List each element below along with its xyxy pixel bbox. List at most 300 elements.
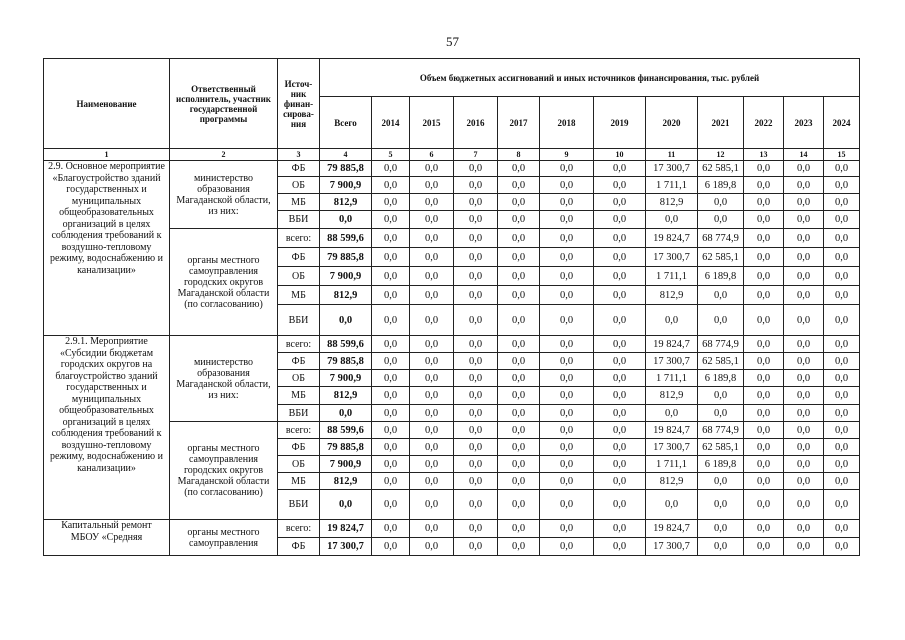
year-value-cell: 0,0 (784, 473, 824, 490)
year-value-cell: 0,0 (410, 405, 454, 422)
year-value-cell: 1 711,1 (646, 370, 698, 387)
header-year: 2019 (594, 97, 646, 149)
year-value-cell: 0,0 (454, 194, 498, 211)
total-cell: 0,0 (320, 211, 372, 229)
year-value-cell: 0,0 (498, 211, 540, 229)
column-number: 5 (372, 149, 410, 161)
year-value-cell: 0,0 (594, 473, 646, 490)
total-cell: 17 300,7 (320, 538, 372, 556)
column-number: 10 (594, 149, 646, 161)
column-number: 6 (410, 149, 454, 161)
executor-cell: министерство образования Магаданской области, из них: (170, 161, 278, 229)
total-cell: 812,9 (320, 387, 372, 405)
year-value-cell: 0,0 (594, 305, 646, 336)
executor-cell: министерство образования Магаданской области, из них: (170, 336, 278, 422)
year-value-cell: 0,0 (824, 194, 860, 211)
year-value-cell: 0,0 (594, 161, 646, 177)
year-value-cell: 0,0 (594, 229, 646, 248)
year-value-cell: 0,0 (744, 229, 784, 248)
year-value-cell: 0,0 (498, 422, 540, 439)
year-value-cell: 0,0 (454, 422, 498, 439)
source-cell: ФБ (278, 353, 320, 370)
year-value-cell: 0,0 (498, 490, 540, 520)
year-value-cell: 0,0 (410, 538, 454, 556)
year-value-cell: 0,0 (410, 520, 454, 538)
year-value-cell: 0,0 (784, 211, 824, 229)
year-value-cell: 0,0 (410, 177, 454, 194)
column-number: 4 (320, 149, 372, 161)
table-row (44, 336, 860, 353)
year-value-cell: 0,0 (498, 405, 540, 422)
year-value-cell: 0,0 (784, 194, 824, 211)
year-value-cell: 0,0 (410, 387, 454, 405)
activity-name: 2.9.1. Мероприятие «Субсидии бюджетам городских округов на благоустройство зданий государственных и муниципальных общеобразовательных организаций в целях соблюдения требований к воздушно-тепловому режиму, водоснабжению и канализации» (44, 336, 170, 520)
year-value-cell: 0,0 (824, 387, 860, 405)
total-cell: 88 599,6 (320, 229, 372, 248)
year-value-cell: 0,0 (784, 370, 824, 387)
source-cell: ОБ (278, 177, 320, 194)
year-value-cell: 0,0 (454, 387, 498, 405)
year-value-cell: 6 189,8 (698, 456, 744, 473)
total-cell: 88 599,6 (320, 336, 372, 353)
year-value-cell: 0,0 (824, 248, 860, 267)
year-value-cell: 0,0 (824, 520, 860, 538)
year-value-cell: 0,0 (372, 267, 410, 286)
year-value-cell: 0,0 (498, 538, 540, 556)
year-value-cell: 0,0 (784, 353, 824, 370)
year-value-cell: 0,0 (784, 538, 824, 556)
year-value-cell: 0,0 (744, 305, 784, 336)
total-cell: 7 900,9 (320, 456, 372, 473)
year-value-cell: 19 824,7 (646, 520, 698, 538)
year-value-cell: 0,0 (784, 520, 824, 538)
header-year: 2020 (646, 97, 698, 149)
header-year: 2015 (410, 97, 454, 149)
year-value-cell: 0,0 (540, 490, 594, 520)
year-value-cell: 0,0 (824, 305, 860, 336)
column-number: 11 (646, 149, 698, 161)
year-value-cell: 0,0 (410, 422, 454, 439)
year-value-cell: 0,0 (372, 336, 410, 353)
year-value-cell: 0,0 (454, 267, 498, 286)
year-value-cell: 0,0 (744, 387, 784, 405)
source-cell: ВБИ (278, 305, 320, 336)
year-value-cell: 0,0 (784, 439, 824, 456)
year-value-cell: 0,0 (744, 439, 784, 456)
year-value-cell: 0,0 (372, 422, 410, 439)
executor-cell: органы местного самоуправления городских округов Магаданской области (по согласованию) (170, 229, 278, 336)
year-value-cell: 0,0 (824, 286, 860, 305)
year-value-cell: 0,0 (540, 439, 594, 456)
year-value-cell: 0,0 (454, 336, 498, 353)
year-value-cell: 17 300,7 (646, 161, 698, 177)
header-year: 2017 (498, 97, 540, 149)
source-cell: МБ (278, 473, 320, 490)
year-value-cell: 0,0 (410, 370, 454, 387)
header-name: Наименование (44, 59, 170, 149)
year-value-cell: 0,0 (594, 439, 646, 456)
year-value-cell: 0,0 (744, 248, 784, 267)
year-value-cell: 0,0 (410, 161, 454, 177)
year-value-cell: 0,0 (744, 161, 784, 177)
year-value-cell: 0,0 (410, 490, 454, 520)
year-value-cell: 0,0 (410, 336, 454, 353)
header-funding: Объем бюджетных ассигнований и иных источников финансирования, тыс. рублей (320, 59, 860, 97)
year-value-cell: 0,0 (824, 370, 860, 387)
year-value-cell: 0,0 (744, 538, 784, 556)
year-value-cell: 0,0 (410, 353, 454, 370)
year-value-cell: 0,0 (498, 520, 540, 538)
year-value-cell: 0,0 (594, 456, 646, 473)
year-value-cell: 17 300,7 (646, 353, 698, 370)
year-value-cell: 0,0 (824, 177, 860, 194)
year-value-cell: 0,0 (824, 422, 860, 439)
year-value-cell: 0,0 (698, 387, 744, 405)
year-value-cell: 0,0 (698, 520, 744, 538)
budget-table-container (43, 58, 860, 556)
year-value-cell: 0,0 (744, 211, 784, 229)
total-cell: 79 885,8 (320, 161, 372, 177)
year-value-cell: 0,0 (744, 473, 784, 490)
year-value-cell: 0,0 (594, 520, 646, 538)
year-value-cell: 0,0 (454, 370, 498, 387)
year-value-cell: 0,0 (410, 267, 454, 286)
year-value-cell: 0,0 (372, 286, 410, 305)
year-value-cell: 0,0 (454, 538, 498, 556)
year-value-cell: 19 824,7 (646, 336, 698, 353)
year-value-cell: 0,0 (540, 161, 594, 177)
year-value-cell: 0,0 (372, 370, 410, 387)
year-value-cell: 0,0 (594, 248, 646, 267)
year-value-cell: 1 711,1 (646, 456, 698, 473)
executor-cell: органы местного самоуправления городских округов Магаданской области (по согласованию) (170, 422, 278, 520)
year-value-cell: 0,0 (454, 248, 498, 267)
header-year: 2016 (454, 97, 498, 149)
column-number: 2 (170, 149, 278, 161)
year-value-cell: 0,0 (372, 439, 410, 456)
year-value-cell: 0,0 (498, 267, 540, 286)
year-value-cell: 0,0 (698, 405, 744, 422)
year-value-cell: 0,0 (454, 456, 498, 473)
year-value-cell: 0,0 (540, 405, 594, 422)
year-value-cell: 0,0 (744, 490, 784, 520)
executor-cell: органы местного самоуправления (170, 520, 278, 556)
year-value-cell: 0,0 (824, 267, 860, 286)
source-cell: ФБ (278, 248, 320, 267)
year-value-cell: 0,0 (646, 405, 698, 422)
year-value-cell: 0,0 (410, 248, 454, 267)
year-value-cell: 0,0 (744, 405, 784, 422)
year-value-cell: 0,0 (784, 248, 824, 267)
year-value-cell: 0,0 (594, 267, 646, 286)
year-value-cell: 812,9 (646, 473, 698, 490)
header-source: Источ-ник финан-сирова-ния (278, 59, 320, 149)
year-value-cell: 0,0 (784, 490, 824, 520)
year-value-cell: 0,0 (784, 456, 824, 473)
column-number-row (44, 149, 860, 161)
year-value-cell: 0,0 (454, 305, 498, 336)
total-cell: 79 885,8 (320, 353, 372, 370)
year-value-cell: 0,0 (454, 161, 498, 177)
year-value-cell: 19 824,7 (646, 229, 698, 248)
year-value-cell: 0,0 (372, 538, 410, 556)
year-value-cell: 0,0 (454, 439, 498, 456)
year-value-cell: 0,0 (824, 439, 860, 456)
year-value-cell: 0,0 (454, 473, 498, 490)
year-value-cell: 0,0 (372, 161, 410, 177)
year-value-cell: 0,0 (498, 353, 540, 370)
year-value-cell: 6 189,8 (698, 267, 744, 286)
total-cell: 79 885,8 (320, 439, 372, 456)
budget-table (43, 58, 860, 556)
total-cell: 812,9 (320, 194, 372, 211)
year-value-cell: 0,0 (498, 473, 540, 490)
year-value-cell: 812,9 (646, 387, 698, 405)
source-cell: МБ (278, 387, 320, 405)
year-value-cell: 0,0 (594, 370, 646, 387)
year-value-cell: 0,0 (372, 490, 410, 520)
year-value-cell: 0,0 (454, 520, 498, 538)
year-value-cell: 68 774,9 (698, 422, 744, 439)
column-number: 7 (454, 149, 498, 161)
activity-name: Капитальный ремонт МБОУ «Средняя (44, 520, 170, 556)
source-cell: МБ (278, 286, 320, 305)
year-value-cell: 0,0 (540, 194, 594, 211)
year-value-cell: 0,0 (410, 456, 454, 473)
year-value-cell: 0,0 (454, 211, 498, 229)
year-value-cell: 0,0 (454, 286, 498, 305)
year-value-cell: 0,0 (454, 490, 498, 520)
year-value-cell: 0,0 (498, 456, 540, 473)
year-value-cell: 812,9 (646, 286, 698, 305)
year-value-cell: 0,0 (784, 305, 824, 336)
year-value-cell: 0,0 (824, 229, 860, 248)
year-value-cell: 0,0 (744, 422, 784, 439)
year-value-cell: 0,0 (698, 473, 744, 490)
year-value-cell: 0,0 (744, 286, 784, 305)
year-value-cell: 0,0 (540, 229, 594, 248)
year-value-cell: 0,0 (540, 267, 594, 286)
year-value-cell: 0,0 (498, 336, 540, 353)
year-value-cell: 0,0 (594, 211, 646, 229)
source-cell: ФБ (278, 439, 320, 456)
year-value-cell: 0,0 (744, 353, 784, 370)
year-value-cell: 0,0 (784, 422, 824, 439)
year-value-cell: 0,0 (372, 353, 410, 370)
year-value-cell: 0,0 (372, 473, 410, 490)
year-value-cell: 0,0 (454, 177, 498, 194)
year-value-cell: 0,0 (540, 520, 594, 538)
year-value-cell: 62 585,1 (698, 248, 744, 267)
year-value-cell: 0,0 (372, 387, 410, 405)
total-cell: 79 885,8 (320, 248, 372, 267)
header-year: 2022 (744, 97, 784, 149)
total-cell: 0,0 (320, 405, 372, 422)
column-number: 14 (784, 149, 824, 161)
total-cell: 812,9 (320, 473, 372, 490)
year-value-cell: 0,0 (498, 286, 540, 305)
year-value-cell: 0,0 (698, 490, 744, 520)
year-value-cell: 0,0 (372, 229, 410, 248)
year-value-cell: 68 774,9 (698, 229, 744, 248)
table-body (44, 161, 860, 556)
year-value-cell: 62 585,1 (698, 439, 744, 456)
year-value-cell: 0,0 (410, 286, 454, 305)
year-value-cell: 0,0 (540, 305, 594, 336)
year-value-cell: 0,0 (594, 387, 646, 405)
year-value-cell: 0,0 (540, 336, 594, 353)
year-value-cell: 0,0 (594, 286, 646, 305)
table-row (44, 520, 860, 538)
header-year: 2018 (540, 97, 594, 149)
year-value-cell: 0,0 (498, 161, 540, 177)
year-value-cell: 0,0 (372, 177, 410, 194)
year-value-cell: 0,0 (540, 422, 594, 439)
total-cell: 19 824,7 (320, 520, 372, 538)
year-value-cell: 0,0 (540, 473, 594, 490)
year-value-cell: 0,0 (698, 194, 744, 211)
column-number: 12 (698, 149, 744, 161)
year-value-cell: 0,0 (594, 194, 646, 211)
year-value-cell: 62 585,1 (698, 353, 744, 370)
year-value-cell: 1 711,1 (646, 267, 698, 286)
year-value-cell: 0,0 (540, 177, 594, 194)
table-row (44, 161, 860, 177)
year-value-cell: 17 300,7 (646, 439, 698, 456)
year-value-cell: 0,0 (824, 353, 860, 370)
year-value-cell: 0,0 (784, 286, 824, 305)
year-value-cell: 0,0 (646, 211, 698, 229)
source-cell: ВБИ (278, 405, 320, 422)
total-cell: 7 900,9 (320, 267, 372, 286)
year-value-cell: 0,0 (744, 520, 784, 538)
year-value-cell: 0,0 (498, 305, 540, 336)
column-number: 8 (498, 149, 540, 161)
year-value-cell: 0,0 (744, 267, 784, 286)
source-cell: всего: (278, 422, 320, 439)
year-value-cell: 0,0 (698, 211, 744, 229)
header-year: 2024 (824, 97, 860, 149)
year-value-cell: 0,0 (540, 370, 594, 387)
year-value-cell: 0,0 (540, 248, 594, 267)
total-cell: 0,0 (320, 490, 372, 520)
year-value-cell: 0,0 (454, 405, 498, 422)
year-value-cell: 0,0 (594, 490, 646, 520)
source-cell: МБ (278, 194, 320, 211)
header-total: Всего (320, 97, 372, 149)
year-value-cell: 0,0 (498, 370, 540, 387)
year-value-cell: 19 824,7 (646, 422, 698, 439)
year-value-cell: 0,0 (454, 353, 498, 370)
year-value-cell: 0,0 (410, 194, 454, 211)
year-value-cell: 0,0 (594, 353, 646, 370)
year-value-cell: 0,0 (594, 336, 646, 353)
header-year: 2023 (784, 97, 824, 149)
year-value-cell: 0,0 (498, 229, 540, 248)
year-value-cell: 0,0 (498, 177, 540, 194)
year-value-cell: 0,0 (784, 267, 824, 286)
source-cell: ОБ (278, 456, 320, 473)
year-value-cell: 62 585,1 (698, 161, 744, 177)
year-value-cell: 0,0 (744, 370, 784, 387)
year-value-cell: 0,0 (744, 456, 784, 473)
year-value-cell: 1 711,1 (646, 177, 698, 194)
year-value-cell: 0,0 (698, 286, 744, 305)
header-year: 2021 (698, 97, 744, 149)
year-value-cell: 0,0 (646, 490, 698, 520)
source-cell: ОБ (278, 370, 320, 387)
year-value-cell: 0,0 (540, 211, 594, 229)
year-value-cell: 6 189,8 (698, 177, 744, 194)
source-cell: ФБ (278, 538, 320, 556)
year-value-cell: 0,0 (646, 305, 698, 336)
year-value-cell: 0,0 (824, 456, 860, 473)
year-value-cell: 0,0 (410, 473, 454, 490)
year-value-cell: 0,0 (744, 194, 784, 211)
year-value-cell: 0,0 (540, 286, 594, 305)
year-value-cell: 0,0 (784, 387, 824, 405)
year-value-cell: 17 300,7 (646, 538, 698, 556)
total-cell: 0,0 (320, 305, 372, 336)
total-cell: 88 599,6 (320, 422, 372, 439)
year-value-cell: 0,0 (698, 538, 744, 556)
year-value-cell: 0,0 (698, 305, 744, 336)
year-value-cell: 0,0 (498, 194, 540, 211)
year-value-cell: 0,0 (784, 161, 824, 177)
year-value-cell: 0,0 (540, 538, 594, 556)
activity-name: 2.9. Основное мероприятие «Благоустройство зданий государственных и муниципальных общеобразовательных организаций в целях соблюдения требований к воздушно-тепловому режиму, водоснабжению и канализации» (44, 161, 170, 336)
year-value-cell: 0,0 (540, 353, 594, 370)
year-value-cell: 17 300,7 (646, 248, 698, 267)
year-value-cell: 68 774,9 (698, 336, 744, 353)
year-value-cell: 0,0 (454, 229, 498, 248)
year-value-cell: 0,0 (410, 305, 454, 336)
year-value-cell: 0,0 (824, 490, 860, 520)
year-value-cell: 0,0 (372, 456, 410, 473)
source-cell: ВБИ (278, 490, 320, 520)
year-value-cell: 0,0 (498, 248, 540, 267)
total-cell: 812,9 (320, 286, 372, 305)
source-cell: ФБ (278, 161, 320, 177)
header-executor: Ответственный исполнитель, участник государственной программы (170, 59, 278, 149)
year-value-cell: 6 189,8 (698, 370, 744, 387)
year-value-cell: 0,0 (410, 211, 454, 229)
year-value-cell: 0,0 (824, 211, 860, 229)
source-cell: всего: (278, 336, 320, 353)
column-number: 13 (744, 149, 784, 161)
year-value-cell: 0,0 (744, 177, 784, 194)
year-value-cell: 0,0 (410, 229, 454, 248)
header-year: 2014 (372, 97, 410, 149)
year-value-cell: 0,0 (372, 248, 410, 267)
column-number: 3 (278, 149, 320, 161)
year-value-cell: 0,0 (594, 422, 646, 439)
total-cell: 7 900,9 (320, 177, 372, 194)
year-value-cell: 812,9 (646, 194, 698, 211)
year-value-cell: 0,0 (594, 177, 646, 194)
year-value-cell: 0,0 (824, 405, 860, 422)
year-value-cell: 0,0 (372, 405, 410, 422)
column-number: 9 (540, 149, 594, 161)
year-value-cell: 0,0 (784, 405, 824, 422)
year-value-cell: 0,0 (540, 387, 594, 405)
column-number: 1 (44, 149, 170, 161)
year-value-cell: 0,0 (594, 538, 646, 556)
year-value-cell: 0,0 (824, 538, 860, 556)
year-value-cell: 0,0 (540, 456, 594, 473)
source-cell: ВБИ (278, 211, 320, 229)
year-value-cell: 0,0 (372, 194, 410, 211)
